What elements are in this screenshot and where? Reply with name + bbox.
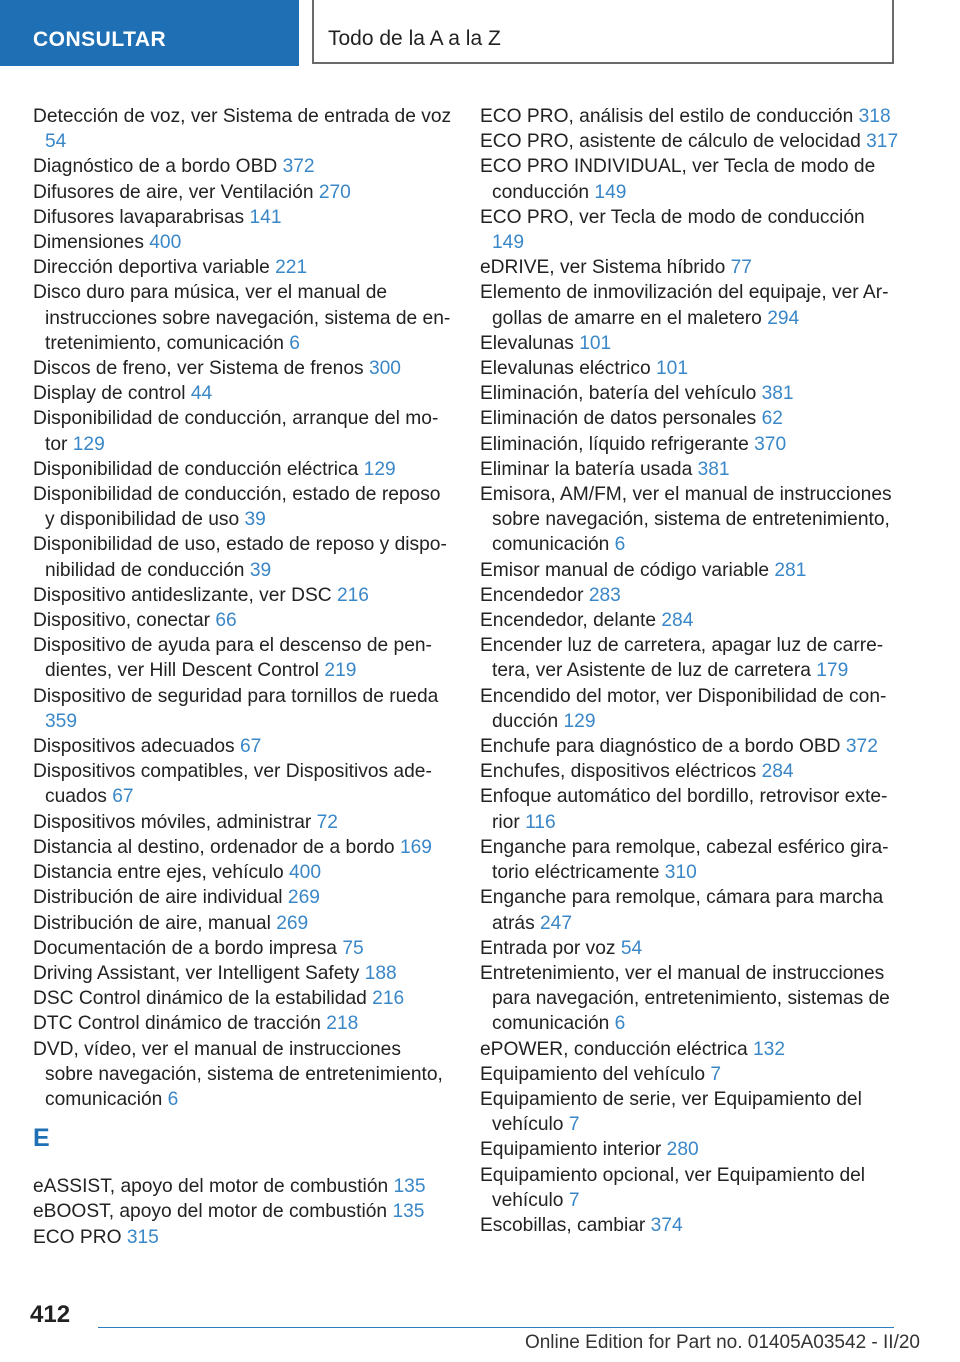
index-entry bbox=[33, 583, 453, 608]
index-entry bbox=[33, 885, 453, 910]
page-reference-link[interactable]: 300 bbox=[368, 358, 401, 380]
index-entry-text: eDRIVE, ver Sistema híbrido bbox=[480, 257, 726, 279]
page-reference-link[interactable]: 7 bbox=[568, 1114, 580, 1136]
index-entry bbox=[480, 482, 900, 558]
index-entry bbox=[480, 608, 900, 633]
page-reference-link[interactable]: 400 bbox=[288, 862, 321, 884]
index-entry bbox=[480, 205, 900, 255]
page-reference-link[interactable]: 216 bbox=[336, 584, 369, 606]
index-entry bbox=[480, 255, 900, 280]
page-reference-link[interactable]: 218 bbox=[326, 1013, 359, 1035]
index-entry-text: Dispositivo de seguridad para tornillos de rueda bbox=[33, 685, 439, 707]
page-reference-link[interactable]: 66 bbox=[215, 610, 237, 632]
index-entry-text: Eliminación, batería del vehículo bbox=[480, 383, 757, 405]
index-entry-text: DSC Control dinámico de la estabilidad bbox=[33, 988, 367, 1010]
page-reference-link[interactable]: 280 bbox=[666, 1139, 699, 1161]
page-reference-link[interactable]: 6 bbox=[289, 332, 300, 354]
index-entry bbox=[33, 180, 453, 205]
index-column-right bbox=[480, 104, 900, 1238]
page-reference-link[interactable]: 381 bbox=[697, 458, 730, 480]
page-reference-link[interactable]: 135 bbox=[393, 1176, 426, 1198]
index-entry bbox=[480, 331, 900, 356]
page-reference-link[interactable]: 381 bbox=[761, 383, 794, 405]
index-entry bbox=[33, 356, 453, 381]
index-list-e bbox=[33, 1174, 453, 1250]
index-entry bbox=[480, 356, 900, 381]
index-entry bbox=[480, 1087, 900, 1137]
index-entry bbox=[480, 280, 900, 330]
page-reference-link[interactable]: 188 bbox=[364, 962, 397, 984]
index-entry bbox=[480, 1037, 900, 1062]
index-list-d bbox=[33, 104, 453, 1112]
index-entry-text: Driving Assistant, ver Intelligent Safety bbox=[33, 962, 360, 984]
index-entry bbox=[480, 104, 900, 129]
index-entry bbox=[480, 784, 900, 834]
page-reference-link[interactable]: 6 bbox=[614, 534, 626, 556]
index-entry-text: ECO PRO, ver Tecla de modo de conducción bbox=[480, 206, 865, 228]
index-entry bbox=[33, 1011, 453, 1036]
page-reference-link[interactable]: 75 bbox=[342, 937, 364, 959]
page-reference-link[interactable]: 269 bbox=[287, 887, 320, 909]
index-entry-text: Enganche para remolque, cámara para marcha atrás bbox=[480, 887, 884, 934]
index-entry bbox=[33, 255, 453, 280]
page-reference-link[interactable]: 129 bbox=[363, 458, 396, 480]
page-reference-link[interactable]: 67 bbox=[239, 736, 262, 758]
page-reference-link[interactable]: 135 bbox=[392, 1201, 425, 1223]
index-entry bbox=[33, 1037, 453, 1113]
page-reference-link[interactable]: 6 bbox=[614, 1013, 626, 1035]
index-entry-text: Display de control bbox=[33, 383, 186, 405]
page-reference-link[interactable]: 281 bbox=[774, 559, 807, 581]
page-reference-link[interactable]: 129 bbox=[72, 433, 105, 455]
index-entry bbox=[33, 860, 453, 885]
index-entry bbox=[33, 608, 453, 633]
index-entry bbox=[33, 633, 453, 683]
page-reference-link[interactable]: 221 bbox=[275, 257, 308, 279]
index-entry-text: Dirección deportiva variable bbox=[33, 257, 270, 279]
index-entry-text: Detección de voz, ver Sistema de entrada de voz bbox=[33, 106, 452, 127]
page-reference-link[interactable]: 54 bbox=[620, 937, 643, 959]
index-entry-text: Enchufe para diagnóstico de a bordo OBD bbox=[480, 736, 841, 758]
index-entry-text: Elemento de inmovilización del equipaje, ver Argollas de amarre en el maletero bbox=[480, 282, 889, 329]
page-reference-link[interactable]: 294 bbox=[767, 307, 800, 329]
index-entry bbox=[33, 1225, 453, 1250]
index-entry-text: Disponibilidad de uso, estado de reposo y disponibilidad de conducción bbox=[33, 534, 447, 581]
index-entry-text: Escobillas, cambiar bbox=[480, 1214, 646, 1236]
page-reference-link[interactable]: 77 bbox=[730, 257, 752, 279]
index-entry bbox=[33, 482, 453, 532]
index-entry-text: Diagnóstico de a bordo OBD bbox=[33, 156, 278, 178]
chapter-title-box bbox=[312, 0, 894, 64]
page-reference-link[interactable]: 284 bbox=[761, 761, 794, 783]
index-entry-text: Dispositivos móviles, administrar bbox=[33, 811, 312, 833]
index-entry-text: DTC Control dinámico de tracción bbox=[33, 1013, 321, 1035]
page-reference-link[interactable]: 270 bbox=[318, 181, 351, 203]
index-entry bbox=[33, 734, 453, 759]
page-reference-link[interactable]: 370 bbox=[754, 433, 787, 455]
section-tab-label: CONSULTAR bbox=[33, 28, 167, 51]
index-entry bbox=[480, 432, 900, 457]
page-reference-link[interactable]: 101 bbox=[579, 332, 612, 354]
index-entry bbox=[480, 734, 900, 759]
page-reference-link[interactable]: 317 bbox=[866, 131, 899, 153]
index-entry bbox=[480, 759, 900, 784]
page-reference-link[interactable]: 54 bbox=[45, 131, 67, 153]
index-entry bbox=[33, 205, 453, 230]
page-reference-link[interactable]: 219 bbox=[324, 660, 357, 682]
page-reference-link[interactable]: 315 bbox=[126, 1226, 159, 1248]
index-entry-text: Encendedor, delante bbox=[480, 610, 657, 632]
page-reference-link[interactable]: 39 bbox=[249, 559, 272, 581]
footer-rule bbox=[98, 1327, 894, 1328]
index-entry bbox=[33, 230, 453, 255]
index-entry bbox=[33, 532, 453, 582]
index-entry-text: Difusores lavaparabrisas bbox=[33, 206, 245, 228]
index-entry-text: ECO PRO, análisis del estilo de conducción bbox=[480, 106, 854, 127]
index-entry bbox=[33, 759, 453, 809]
index-entry-text: Equipamiento del vehículo bbox=[480, 1063, 706, 1085]
index-entry-text: Distancia entre ejes, vehículo bbox=[33, 862, 284, 884]
index-entry bbox=[33, 961, 453, 986]
page-reference-link[interactable]: 116 bbox=[525, 811, 556, 833]
index-entry-text: Emisor manual de código variable bbox=[480, 559, 770, 581]
page-reference-link[interactable]: 6 bbox=[167, 1088, 179, 1110]
page-reference-link[interactable]: 372 bbox=[282, 156, 315, 178]
index-entry-text: Distribución de aire, manual bbox=[33, 912, 271, 934]
index-entry bbox=[33, 104, 453, 154]
page-reference-link[interactable]: 132 bbox=[753, 1038, 786, 1060]
index-entry bbox=[480, 1163, 900, 1213]
index-entry bbox=[480, 961, 900, 1037]
index-entry-text: Elevalunas eléctrico bbox=[480, 358, 651, 380]
page-reference-link[interactable]: 372 bbox=[845, 736, 878, 758]
index-entry bbox=[33, 1174, 453, 1199]
page-reference-link[interactable]: 216 bbox=[372, 988, 405, 1010]
index-entry bbox=[33, 381, 453, 406]
index-entry bbox=[480, 936, 900, 961]
index-entry bbox=[33, 154, 453, 179]
index-entry-text: Entrada por voz bbox=[480, 937, 616, 959]
index-entry bbox=[480, 684, 900, 734]
page-number: 412 bbox=[30, 1301, 71, 1328]
index-entry-text: Encender luz de carretera, apagar luz de carretera, ver Asistente de luz de carretera bbox=[480, 635, 884, 682]
index-entry-text: Dispositivo, conectar bbox=[33, 610, 211, 632]
page-reference-link[interactable]: 284 bbox=[661, 610, 694, 632]
index-entry bbox=[480, 406, 900, 431]
index-entry-text: Distribución de aire individual bbox=[33, 887, 283, 909]
page-reference-link[interactable]: 400 bbox=[149, 232, 182, 254]
index-entry-text: Encendedor bbox=[480, 584, 584, 606]
index-entry-text: Disco duro para música, ver el manual de instrucciones sobre navegación, sistema de entretenimiento, comunicación bbox=[33, 282, 451, 354]
index-entry bbox=[33, 684, 453, 734]
index-entry-text: Dispositivo de ayuda para el descenso de pendientes, ver Hill Descent Control bbox=[33, 635, 432, 682]
index-entry bbox=[33, 457, 453, 482]
index-entry-text: Dispositivo antideslizante, ver DSC bbox=[33, 584, 332, 606]
index-entry bbox=[33, 406, 453, 456]
page-reference-link[interactable]: 39 bbox=[244, 509, 266, 531]
page-reference-link[interactable]: 310 bbox=[664, 862, 697, 884]
index-entry bbox=[33, 810, 453, 835]
index-entry bbox=[480, 381, 900, 406]
page-reference-link[interactable]: 129 bbox=[563, 710, 596, 732]
page-reference-link[interactable]: 149 bbox=[594, 181, 627, 203]
index-list-e-continued bbox=[480, 104, 900, 1238]
index-entry-text: Dimensiones bbox=[33, 232, 144, 254]
index-entry-text: Equipamiento de serie, ver Equipamiento del vehículo bbox=[480, 1088, 862, 1136]
index-column-left bbox=[33, 104, 453, 1250]
index-entry-text: Encendido del motor, ver Disponibilidad de conducción bbox=[480, 685, 887, 732]
index-entry-text: ECO PRO INDIVIDUAL, ver Tecla de modo de conducción bbox=[480, 156, 876, 203]
index-entry-text: Elevalunas bbox=[480, 332, 574, 354]
page-reference-link[interactable]: 44 bbox=[190, 383, 213, 405]
index-entry-text: Eliminación de datos personales bbox=[480, 408, 757, 430]
index-entry-text: Emisora, AM/FM, ver el manual de instrucciones sobre navegación, sistema de entretenimiento, comunicación bbox=[480, 484, 892, 556]
page-reference-link[interactable]: 141 bbox=[249, 206, 282, 228]
index-entry bbox=[480, 633, 900, 683]
page-reference-link[interactable]: 72 bbox=[316, 811, 338, 833]
chapter-title: Todo de la A a la Z bbox=[328, 27, 501, 50]
index-entry-text: Disponibilidad de conducción, estado de reposo y disponibilidad de uso bbox=[33, 484, 441, 531]
index-entry-text: ePOWER, conducción eléctrica bbox=[480, 1038, 748, 1060]
index-entry bbox=[480, 154, 900, 204]
index-entry-text: Enganche para remolque, cabezal esférico giratorio eléctricamente bbox=[480, 836, 889, 884]
page-reference-link[interactable]: 7 bbox=[710, 1063, 722, 1085]
index-entry-text: ECO PRO, asistente de cálculo de velocidad bbox=[480, 131, 861, 153]
page-reference-link[interactable]: 67 bbox=[112, 786, 134, 808]
footer-edition-text: Online Edition for Part no. 01405A03542 - II/20 bbox=[524, 1332, 920, 1353]
index-entry-text: Discos de freno, ver Sistema de frenos bbox=[33, 358, 364, 380]
index-entry bbox=[33, 936, 453, 961]
index-entry bbox=[33, 911, 453, 936]
index-entry-text: Enfoque automático del bordillo, retrovisor exterior bbox=[480, 786, 888, 833]
index-entry-text: Difusores de aire, ver Ventilación bbox=[33, 181, 314, 203]
index-entry bbox=[480, 835, 900, 885]
index-entry bbox=[33, 280, 453, 356]
index-entry bbox=[33, 1199, 453, 1224]
page-reference-link[interactable]: 62 bbox=[761, 408, 783, 430]
page-reference-link[interactable]: 374 bbox=[650, 1214, 683, 1236]
index-entry bbox=[480, 583, 900, 608]
page-reference-link[interactable]: 283 bbox=[588, 584, 621, 606]
page-reference-link[interactable]: 359 bbox=[45, 710, 78, 732]
index-entry bbox=[480, 885, 900, 935]
index-entry-text: Equipamiento interior bbox=[480, 1139, 662, 1161]
index-entry bbox=[480, 1062, 900, 1087]
page-reference-link[interactable]: 169 bbox=[399, 836, 432, 858]
index-entry bbox=[33, 835, 453, 860]
index-entry-text: Distancia al destino, ordenador de a bordo bbox=[33, 836, 395, 858]
index-entry-text: Eliminar la batería usada bbox=[480, 458, 693, 480]
index-entry-text: Disponibilidad de conducción eléctrica bbox=[33, 458, 359, 480]
index-entry bbox=[480, 1213, 900, 1238]
index-entry-text: Documentación de a bordo impresa bbox=[33, 937, 337, 959]
page-reference-link[interactable]: 247 bbox=[540, 912, 573, 934]
page-reference-link[interactable]: 7 bbox=[568, 1189, 580, 1211]
page-reference-link[interactable]: 269 bbox=[276, 912, 309, 934]
index-entry-text: Entretenimiento, ver el manual de instrucciones para navegación, entretenimiento, sistemas de comunicación bbox=[480, 962, 890, 1035]
page-header bbox=[0, 0, 960, 66]
page-reference-link[interactable]: 101 bbox=[656, 358, 689, 380]
index-entry-text: Dispositivos compatibles, ver Dispositivos adecuados bbox=[33, 761, 432, 808]
index-entry-text: DVD, vídeo, ver el manual de instrucciones sobre navegación, sistema de entretenimiento, comunicación bbox=[33, 1038, 443, 1110]
index-entry-text: Equipamiento opcional, ver Equipamiento del vehículo bbox=[480, 1164, 866, 1211]
index-entry bbox=[480, 1137, 900, 1162]
index-entry-text: Eliminación, líquido refrigerante bbox=[480, 433, 749, 455]
index-entry bbox=[33, 986, 453, 1011]
index-entry bbox=[480, 129, 900, 154]
index-entry-text: Enchufes, dispositivos eléctricos bbox=[480, 761, 757, 783]
section-letter-e: E bbox=[33, 1124, 50, 1153]
section-tab-consultar[interactable] bbox=[0, 0, 299, 66]
index-entry-text: Dispositivos adecuados bbox=[33, 736, 235, 758]
page-reference-link[interactable]: 149 bbox=[492, 232, 525, 254]
page-reference-link[interactable]: 179 bbox=[816, 660, 849, 682]
index-entry-text: ECO PRO bbox=[33, 1226, 122, 1248]
index-entry-text: eBOOST, apoyo del motor de combustión bbox=[33, 1201, 388, 1223]
index-entry bbox=[480, 558, 900, 583]
index-entry-text: Disponibilidad de conducción, arranque del motor bbox=[33, 408, 439, 455]
index-entry bbox=[480, 457, 900, 482]
index-entry-text: eASSIST, apoyo del motor de combustión bbox=[33, 1176, 389, 1198]
page-reference-link[interactable]: 318 bbox=[858, 106, 891, 127]
